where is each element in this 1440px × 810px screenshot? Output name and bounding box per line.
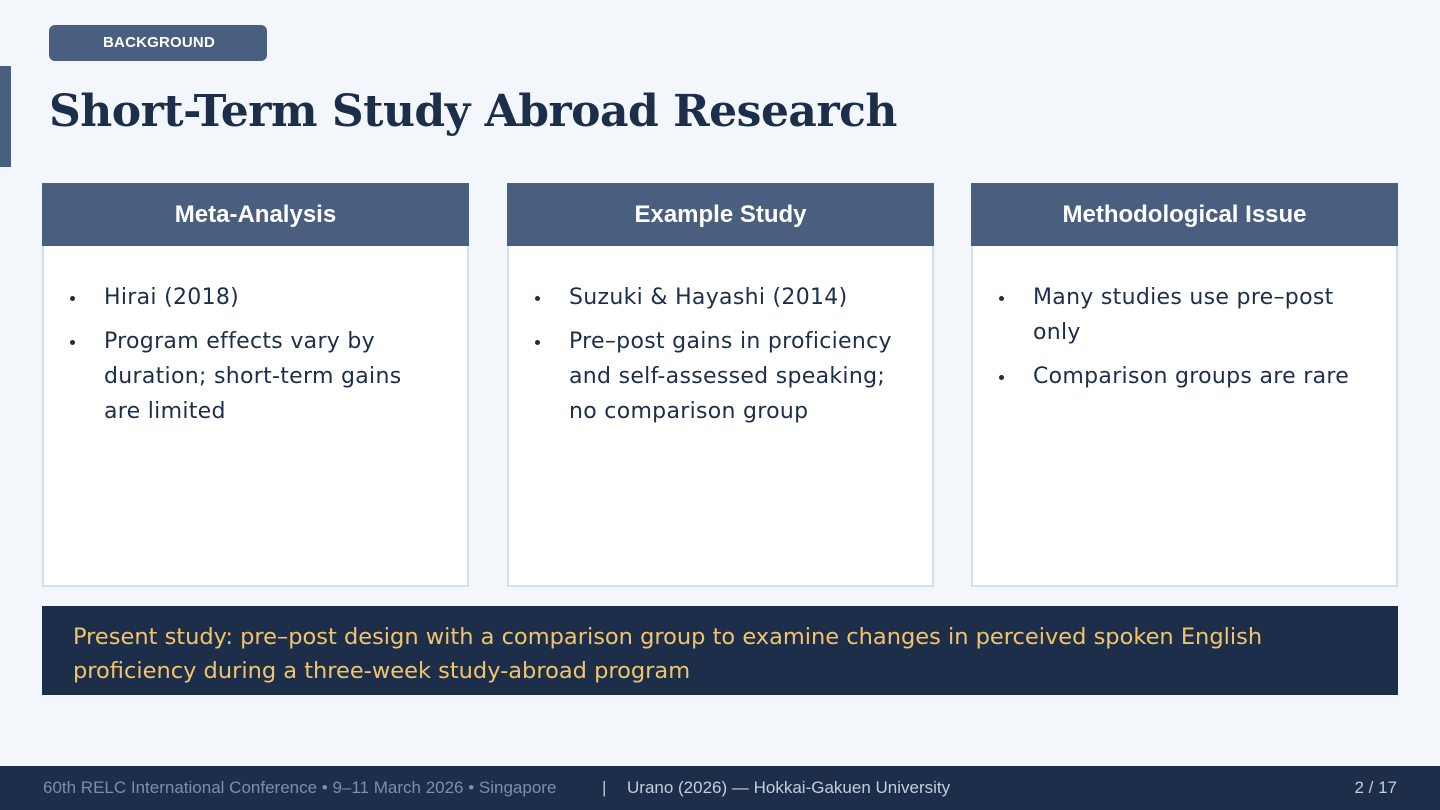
bullet-text: Hirai (2018) bbox=[104, 285, 240, 310]
bullet-list bbox=[973, 246, 1396, 394]
bullet-icon bbox=[535, 296, 540, 301]
section-badge: BACKGROUND bbox=[49, 25, 267, 61]
page-title: Short-Term Study Abroad Research bbox=[49, 86, 897, 137]
bullet-icon bbox=[70, 340, 75, 345]
card-methodological-issue bbox=[971, 183, 1398, 587]
footer bbox=[0, 766, 1440, 810]
footer-separator: | bbox=[602, 778, 607, 797]
bullet-item bbox=[104, 324, 439, 429]
footer-author: Urano (2026) — Hokkai-Gakuen University bbox=[627, 778, 951, 797]
bullet-text: Comparison groups are rare bbox=[1033, 364, 1350, 389]
page-number: 2 / 17 bbox=[1354, 778, 1397, 797]
bullet-item bbox=[569, 324, 904, 429]
bullet-list bbox=[509, 246, 932, 429]
card-header: Methodological Issue bbox=[971, 183, 1398, 246]
bullet-item bbox=[569, 280, 904, 315]
bullet-text: Suzuki & Hayashi (2014) bbox=[569, 285, 848, 310]
bullet-item bbox=[1033, 359, 1368, 394]
bullet-item bbox=[1033, 280, 1368, 350]
bullet-icon bbox=[999, 296, 1004, 301]
card-header: Example Study bbox=[507, 183, 934, 246]
left-accent-bar bbox=[0, 66, 11, 167]
present-study-banner bbox=[42, 606, 1398, 695]
present-study-text: Present study: pre–post design with a comparison group to examine changes in perceived spoken English proficiency during a three-week study-abroad program bbox=[73, 624, 1263, 684]
bullet-text: Many studies use pre–post only bbox=[1033, 285, 1334, 345]
bullet-icon bbox=[999, 375, 1004, 380]
card-header: Meta-Analysis bbox=[42, 183, 469, 246]
footer-conference: 60th RELC International Conference • 9–11 March 2026 • Singapore bbox=[43, 778, 557, 797]
bullet-item bbox=[104, 280, 439, 315]
bullet-text: Pre–post gains in proficiency and self-assessed speaking; no comparison group bbox=[569, 329, 892, 424]
card-meta-analysis bbox=[42, 183, 469, 587]
bullet-icon bbox=[535, 340, 540, 345]
bullet-list bbox=[44, 246, 467, 429]
bullet-text: Program effects vary by duration; short-term gains are limited bbox=[104, 329, 402, 424]
bullet-icon bbox=[70, 296, 75, 301]
card-example-study bbox=[507, 183, 934, 587]
